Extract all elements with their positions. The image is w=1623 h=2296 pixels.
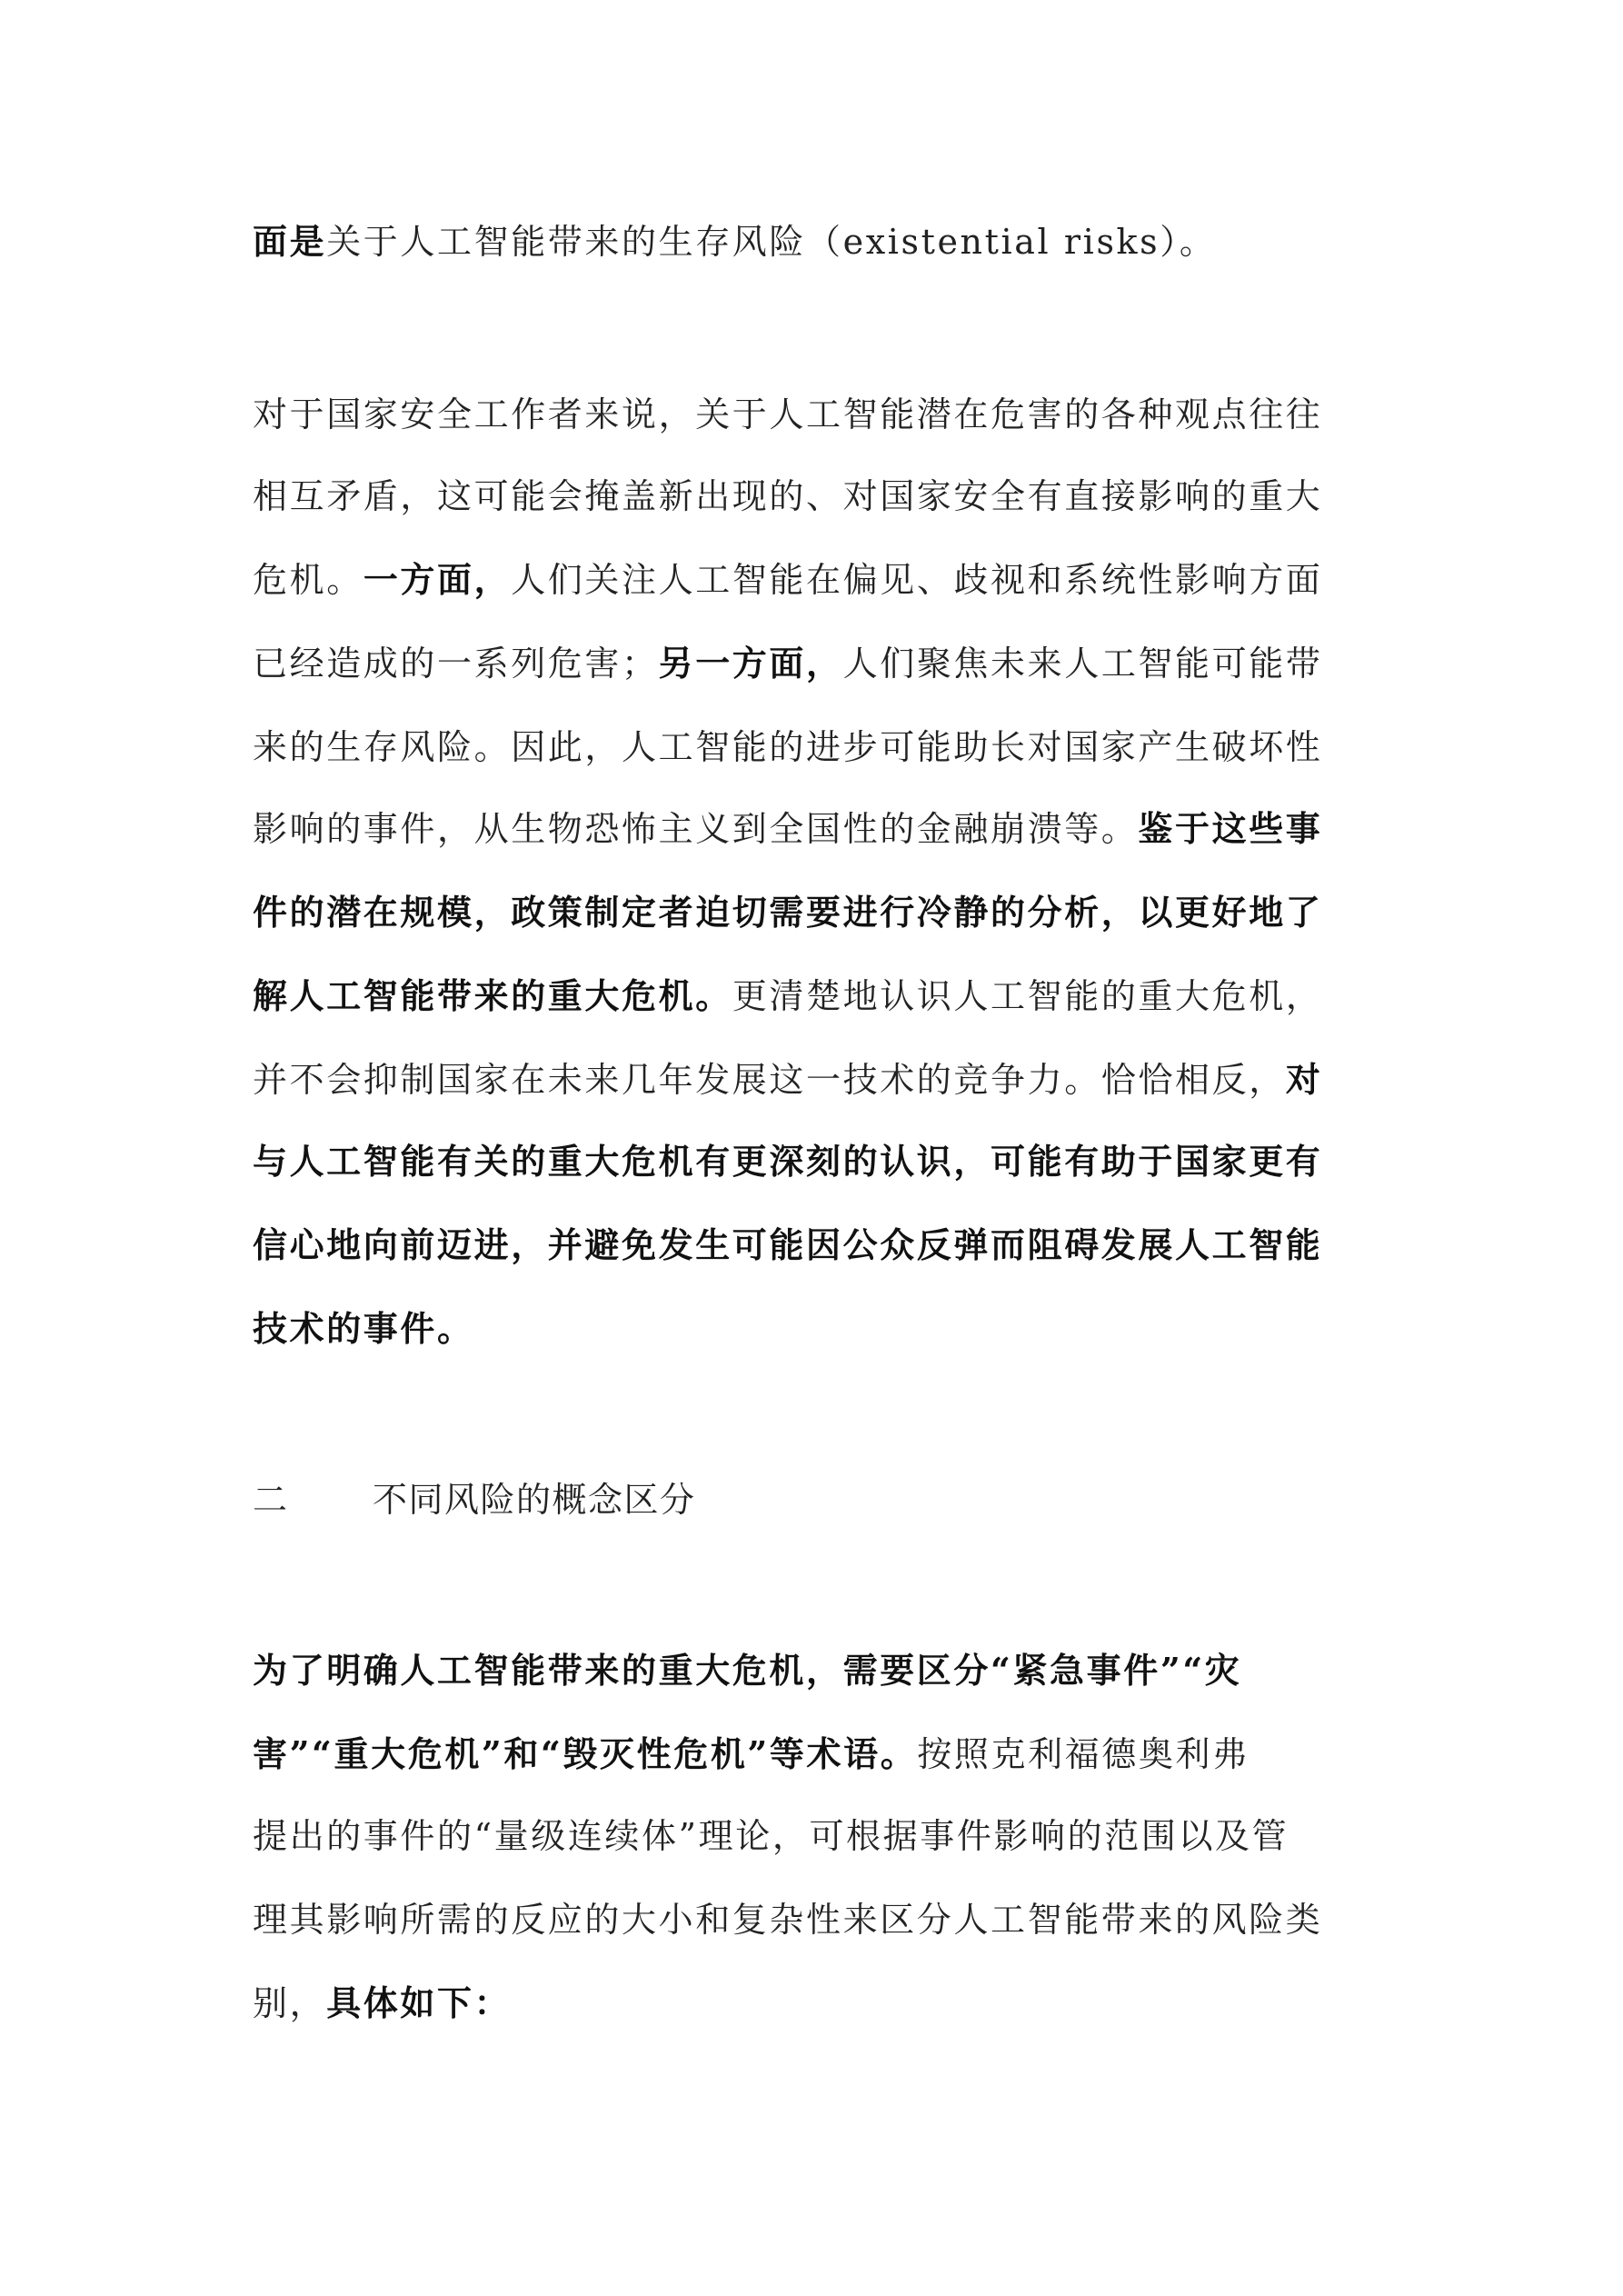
section-number: 二 bbox=[253, 1480, 288, 1520]
bold-text: 具体如下： bbox=[326, 1982, 512, 2023]
paragraph-2-line-9 bbox=[253, 1058, 1389, 1102]
paragraph-2-line-12: 技术的事件。 bbox=[253, 1308, 474, 1349]
paragraph-3-line-5 bbox=[253, 1982, 1389, 2025]
paragraph-2-line-3 bbox=[253, 558, 1389, 602]
body-text: 更清楚地认识人工智能的重大危机， bbox=[732, 976, 1323, 1016]
paragraph-1-line-1 bbox=[253, 220, 1389, 264]
body-text: 人们聚焦未来人工智能可能带 bbox=[842, 644, 1323, 684]
section-title: 不同风险的概念区分 bbox=[373, 1480, 696, 1520]
paragraph-2-line-11: 信心地向前迈进，并避免发生可能因公众反弹而阻碍发展人工智能 bbox=[253, 1224, 1323, 1265]
paragraph-3-line-4: 理其影响所需的反应的大小和复杂性来区分人工智能带来的风险类 bbox=[253, 1900, 1323, 1940]
paragraph-3-line-3: 提出的事件的“量级连续体”理论，可根据事件影响的范围以及管 bbox=[253, 1816, 1289, 1856]
paragraph-2-line-2: 相互矛盾，这可能会掩盖新出现的、对国家安全有直接影响的重大 bbox=[253, 476, 1323, 516]
paragraph-2-line-4 bbox=[253, 642, 1389, 685]
paragraph-2-line-8 bbox=[253, 974, 1389, 1018]
paragraph-2-line-7: 件的潜在规模，政策制定者迫切需要进行冷静的分析，以更好地了 bbox=[253, 892, 1323, 933]
bold-text: 一方面， bbox=[363, 559, 512, 600]
paragraph-2-line-5: 来的生存风险。因此，人工智能的进步可能助长对国家产生破坏性 bbox=[253, 727, 1323, 767]
paragraph-3-line-2 bbox=[253, 1732, 1389, 1776]
body-text: 影响的事件，从生物恐怖主义到全国性的金融崩溃等。 bbox=[253, 809, 1139, 849]
body-text: 危机。 bbox=[253, 560, 363, 600]
body-text: 已经造成的一系列危害； bbox=[253, 644, 659, 684]
body-text: 关于人工智能带来的生存风险（existential risks）。 bbox=[326, 222, 1217, 262]
body-text: 别， bbox=[253, 1983, 327, 2023]
body-text: 人们关注人工智能在偏见、歧视和系统性影响方面 bbox=[511, 560, 1323, 600]
bold-text: 解人工智能带来的重大危机。 bbox=[253, 975, 732, 1016]
bold-text: 害”“重大危机”和“毁灭性危机”等术语。 bbox=[253, 1733, 918, 1774]
paragraph-2-line-6 bbox=[253, 807, 1389, 851]
bold-text: 另一方面， bbox=[658, 643, 843, 684]
bold-text: 面是 bbox=[253, 221, 327, 262]
body-text: 按照克利福德奥利弗 bbox=[917, 1734, 1250, 1774]
paragraph-2-line-10: 与人工智能有关的重大危机有更深刻的认识，可能有助于国家更有 bbox=[253, 1141, 1323, 1182]
bold-text: 对 bbox=[1285, 1059, 1323, 1100]
body-text: 并不会抑制国家在未来几年发展这一技术的竞争力。恰恰相反， bbox=[253, 1060, 1286, 1100]
paragraph-3-line-1: 为了明确人工智能带来的重大危机，需要区分“紧急事件”“灾 bbox=[253, 1650, 1242, 1691]
paragraph-2-line-1: 对于国家安全工作者来说，关于人工智能潜在危害的各种观点往往 bbox=[253, 394, 1323, 434]
bold-text: 鉴于这些事 bbox=[1138, 808, 1323, 849]
